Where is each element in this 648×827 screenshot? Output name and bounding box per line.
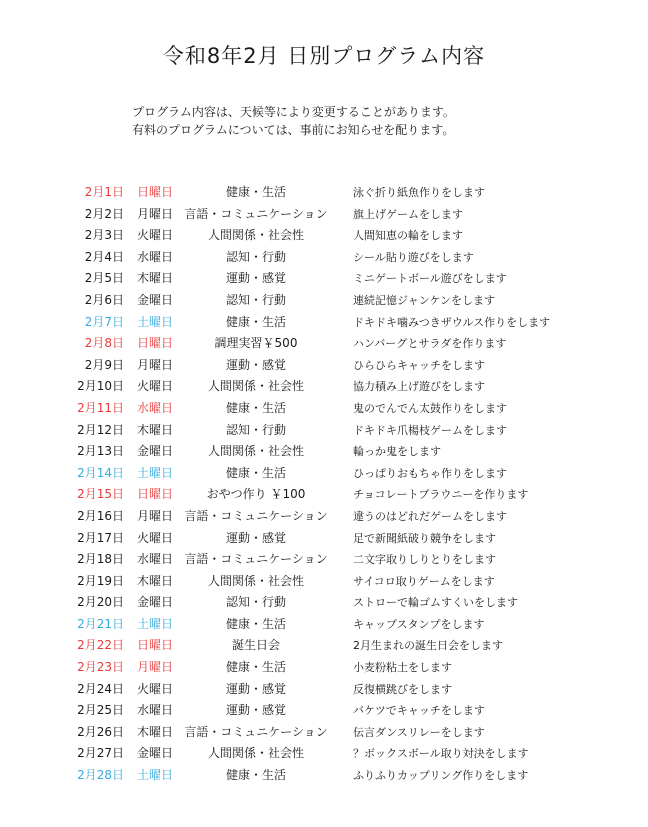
date-cell: 2月20日 (77, 595, 124, 610)
schedule-row (0, 635, 648, 657)
schedule-row (0, 679, 648, 701)
day-of-week-cell: 金曜日 (137, 746, 174, 761)
day-of-week-cell: 月曜日 (137, 206, 174, 221)
day-of-week-cell: 日曜日 (137, 185, 174, 199)
schedule-row (0, 441, 648, 463)
category-cell: 運動・感覚 (225, 357, 287, 372)
category-cell: 人間関係・社会性 (207, 444, 305, 459)
schedule-row (0, 376, 648, 398)
program-cell: チョコレートブラウニーを作ります (353, 488, 529, 502)
category-cell: 人間関係・社会性 (207, 746, 305, 761)
program-cell: 違うのはどれだゲームをします (353, 509, 507, 523)
schedule-row (0, 657, 648, 679)
category-cell: 誕生日会 (231, 638, 281, 653)
program-cell: 旗上げゲームをします (353, 207, 463, 221)
day-of-week-cell: 日曜日 (137, 487, 174, 502)
category-cell: 健康・生活 (225, 660, 287, 675)
schedule-row (0, 398, 648, 420)
schedule-row (0, 614, 648, 636)
schedule-row (0, 743, 648, 765)
category-cell: 健康・生活 (225, 185, 287, 199)
schedule-row (0, 333, 648, 355)
schedule-row (0, 765, 648, 787)
date-cell: 2月7日 (84, 314, 124, 329)
program-cell: 小麦粉粘土をします (353, 661, 452, 675)
category-cell: 運動・感覚 (225, 530, 287, 545)
program-cell: 2月生まれの誕生日会をします (353, 639, 503, 653)
date-cell: 2月6日 (84, 292, 124, 307)
program-cell: ドキドキ噛みつきザウルス作りをします (353, 315, 551, 329)
page-title: 令和8年2月 日別プログラム内容 (162, 44, 486, 68)
program-cell: 連続記憶ジャンケンをします (353, 293, 496, 307)
schedule-row (0, 247, 648, 269)
date-cell: 2月25日 (77, 703, 124, 718)
schedule-list (0, 182, 648, 787)
schedule-row (0, 225, 648, 247)
date-cell: 2月28日 (77, 768, 124, 783)
category-cell: 健康・生活 (225, 768, 287, 783)
schedule-row (0, 700, 648, 722)
date-cell: 2月23日 (77, 660, 124, 675)
schedule-row (0, 182, 648, 204)
schedule-row (0, 484, 648, 506)
category-cell: 運動・感覚 (225, 271, 287, 286)
date-cell: 2月1日 (84, 185, 124, 199)
program-cell: ？ボックスボール取り対決をします (353, 747, 529, 761)
day-of-week-cell: 金曜日 (137, 595, 174, 610)
date-cell: 2月5日 (84, 271, 124, 286)
day-of-week-cell: 土曜日 (137, 616, 174, 631)
day-of-week-cell: 土曜日 (137, 314, 174, 329)
day-of-week-cell: 木曜日 (137, 271, 174, 286)
date-cell: 2月24日 (77, 681, 124, 696)
date-cell: 2月3日 (84, 228, 124, 243)
category-cell: 運動・感覚 (225, 681, 287, 696)
category-cell: 人間関係・社会性 (207, 573, 305, 588)
program-cell: シール貼り遊びをします (353, 250, 474, 264)
program-cell: ふりふりカップリング作りをします (353, 769, 529, 783)
notes (132, 103, 455, 139)
day-of-week-cell: 水曜日 (137, 249, 174, 264)
program-cell: 伝言ダンスリレーをします (353, 725, 485, 739)
day-of-week-cell: 水曜日 (137, 703, 174, 718)
day-of-week-cell: 月曜日 (137, 357, 174, 372)
day-of-week-cell: 火曜日 (137, 379, 174, 394)
category-cell: おやつ作り ￥100 (206, 487, 306, 502)
day-of-week-cell: 月曜日 (137, 660, 174, 675)
program-cell: ハンバーグとサラダを作ります (353, 337, 507, 351)
day-of-week-cell: 金曜日 (137, 444, 174, 459)
date-cell: 2月27日 (77, 746, 124, 761)
category-cell: 認知・行動 (225, 422, 287, 437)
day-of-week-cell: 木曜日 (137, 422, 174, 437)
category-cell: 言語・コミュニケーション (184, 724, 328, 739)
note-line: プログラム内容は、天候等により変更することがあります。 (132, 105, 455, 119)
category-cell: 健康・生活 (225, 465, 287, 480)
date-cell: 2月17日 (77, 530, 124, 545)
day-of-week-cell: 木曜日 (137, 724, 174, 739)
program-cell: ひっぱりおもちゃ作りをします (353, 466, 507, 480)
category-cell: 人間関係・社会性 (207, 379, 305, 394)
schedule-row (0, 506, 648, 528)
category-cell: 言語・コミュニケーション (184, 206, 328, 221)
program-cell: 泳ぐ折り紙魚作りをします (353, 186, 485, 199)
day-of-week-cell: 月曜日 (137, 508, 174, 523)
program-cell: キャップスタンプをします (353, 617, 485, 631)
date-cell: 2月16日 (77, 508, 124, 523)
category-cell: 運動・感覚 (225, 703, 287, 718)
program-cell: 輪っか鬼をします (353, 445, 441, 459)
category-cell: 調理実習￥500 (214, 336, 298, 351)
schedule-row (0, 592, 648, 614)
note-line: 有料のプログラムについては、事前にお知らせを配ります。 (132, 123, 455, 137)
day-of-week-cell: 火曜日 (137, 228, 174, 243)
date-cell: 2月10日 (77, 379, 124, 394)
category-cell: 健康・生活 (225, 400, 287, 415)
schedule-row (0, 463, 648, 485)
day-of-week-cell: 水曜日 (137, 552, 174, 567)
category-cell: 認知・行動 (225, 249, 287, 264)
date-cell: 2月4日 (84, 249, 124, 264)
program-cell: 二文字取りしりとりをします (353, 553, 496, 567)
date-cell: 2月22日 (77, 638, 124, 653)
program-cell: ミニゲートボール遊びをします (353, 272, 507, 286)
day-of-week-cell: 金曜日 (137, 292, 174, 307)
schedule-row (0, 312, 648, 334)
day-of-week-cell: 火曜日 (137, 681, 174, 696)
day-of-week-cell: 日曜日 (137, 336, 174, 351)
category-cell: 認知・行動 (225, 595, 287, 610)
program-cell: 人間知恵の輪をします (353, 229, 463, 243)
day-of-week-cell: 土曜日 (137, 768, 174, 783)
schedule-row (0, 204, 648, 226)
schedule-row (0, 528, 648, 550)
date-cell: 2月11日 (77, 400, 124, 415)
program-cell: 反復横跳びをします (353, 682, 452, 696)
date-cell: 2月8日 (84, 336, 124, 351)
date-cell: 2月12日 (77, 422, 124, 437)
date-cell: 2月15日 (77, 487, 124, 502)
program-cell: 鬼のでんでん太鼓作りをします (353, 401, 507, 415)
schedule-row (0, 355, 648, 377)
date-cell: 2月18日 (77, 552, 124, 567)
day-of-week-cell: 火曜日 (137, 530, 174, 545)
date-cell: 2月9日 (84, 357, 124, 372)
category-cell: 健康・生活 (225, 314, 287, 329)
program-cell: ドキドキ爪楊枝ゲームをします (353, 423, 507, 437)
date-cell: 2月26日 (77, 724, 124, 739)
program-cell: ストローで輪ゴムすくいをします (353, 596, 518, 610)
category-cell: 言語・コミュニケーション (184, 552, 328, 567)
program-cell: 足で新聞紙破り競争をします (353, 531, 496, 545)
date-cell: 2月13日 (77, 444, 124, 459)
day-of-week-cell: 日曜日 (137, 638, 174, 653)
schedule-row (0, 571, 648, 593)
schedule-row (0, 722, 648, 744)
category-cell: 健康・生活 (225, 616, 287, 631)
category-cell: 人間関係・社会性 (207, 228, 305, 243)
program-cell: 協力積み上げ遊びをします (353, 380, 485, 394)
day-of-week-cell: 木曜日 (137, 573, 174, 588)
day-of-week-cell: 土曜日 (137, 465, 174, 480)
schedule-row (0, 290, 648, 312)
program-cell: バケツでキャッチをします (353, 704, 485, 718)
date-cell: 2月2日 (84, 206, 124, 221)
date-cell: 2月21日 (77, 616, 124, 631)
schedule-row (0, 420, 648, 442)
program-cell: サイコロ取りゲームをします (353, 574, 495, 588)
schedule-row (0, 268, 648, 290)
category-cell: 認知・行動 (225, 292, 287, 307)
date-cell: 2月19日 (77, 573, 124, 588)
day-of-week-cell: 水曜日 (137, 400, 174, 415)
program-cell: ひらひらキャッチをします (353, 358, 485, 372)
date-cell: 2月14日 (77, 465, 124, 480)
schedule-row (0, 549, 648, 571)
category-cell: 言語・コミュニケーション (184, 508, 328, 523)
